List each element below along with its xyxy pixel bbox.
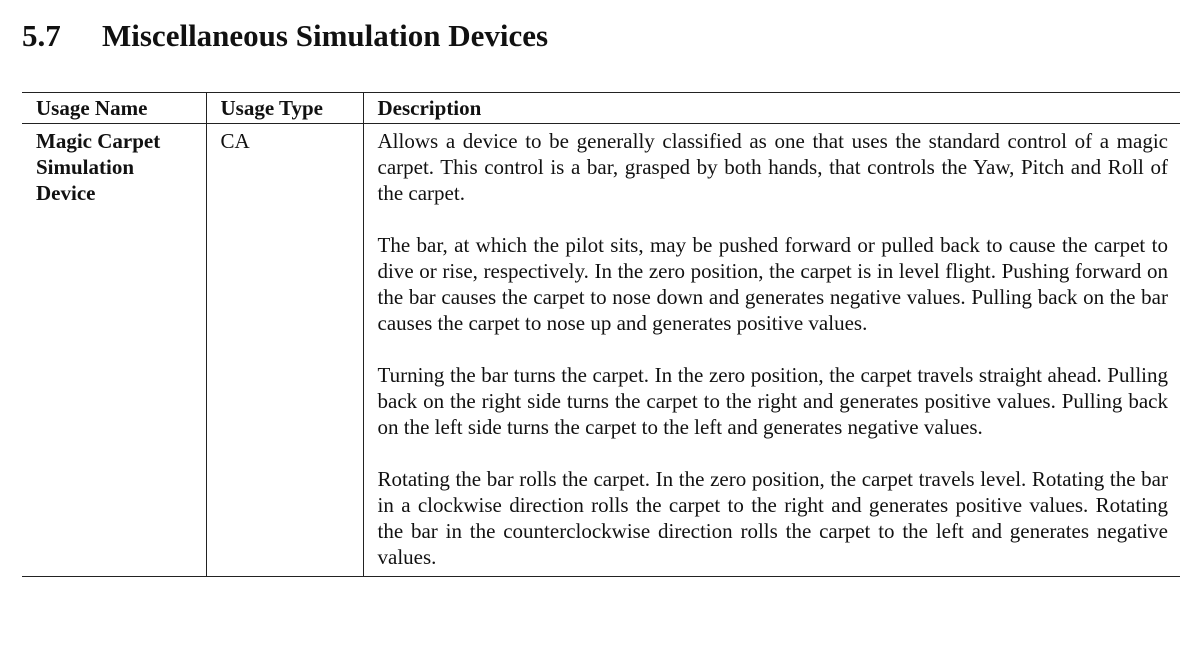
description-paragraph: Rotating the bar rolls the carpet. In the zero position, the carpet travels level. Rotating the bar in a clockwise direction rolls the carpet to the right and generates positive values. Rotating the bar in the counterclockwise direction rolls the carpet to the left and generates negative values.: [377, 467, 1168, 569]
description-cell: [363, 124, 1180, 577]
usage-name-line: Device: [36, 181, 96, 205]
table-row: [22, 124, 1180, 577]
section-heading: [22, 14, 548, 58]
header-usage-type: Usage Type: [206, 93, 363, 124]
description-paragraph: Allows a device to be generally classified as one that uses the standard control of a magic carpet. This control is a bar, grasped by both hands, that controls the Yaw, Pitch and Roll of the carpet.: [377, 129, 1168, 205]
section-number: 5.7: [22, 18, 61, 53]
usage-table: [22, 92, 1180, 577]
usage-name-line: Magic Carpet: [36, 129, 161, 153]
description-paragraph: The bar, at which the pilot sits, may be pushed forward or pulled back to cause the carpet to dive or rise, respectively. In the zero position, the carpet is in level flight. Pushing forward on the bar causes the carpet to nose down and generates negative values. Pulling back on the bar causes the carpet to nose up and generates positive values.: [377, 233, 1168, 335]
table-header-row: [22, 93, 1180, 124]
description-paragraph: Turning the bar turns the carpet. In the zero position, the carpet travels straight ahead. Pulling back on the right side turns the carpet to the right and generates positive values. Pulling back on the left side turns the carpet to the left and generates negative values.: [377, 363, 1168, 439]
usage-type-cell: CA: [206, 124, 363, 577]
usage-name-line: Simulation: [36, 155, 135, 179]
usage-name-cell: [22, 124, 206, 577]
header-description: Description: [363, 93, 1180, 124]
header-usage-name: Usage Name: [22, 93, 206, 124]
section-title: Miscellaneous Simulation Devices: [102, 18, 549, 53]
